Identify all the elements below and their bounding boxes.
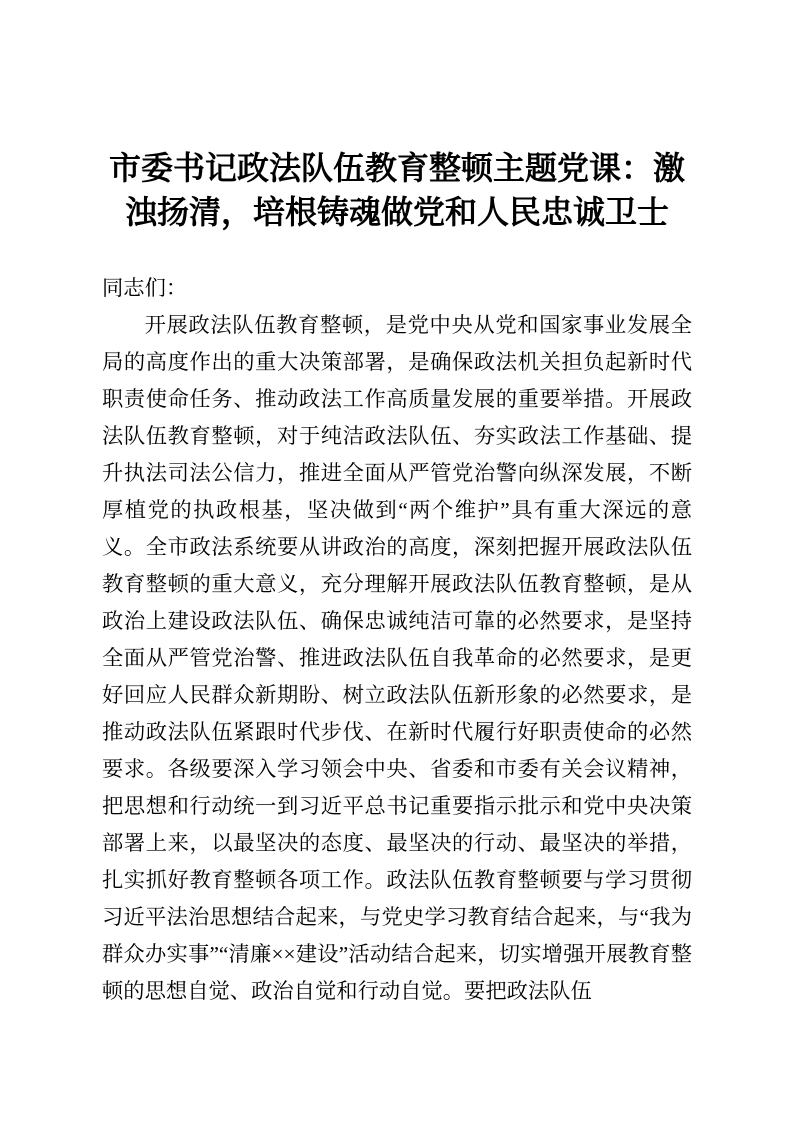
document-title: 市委书记政法队伍教育整顿主题党课：激浊扬清，培根铸魂做党和人民忠诚卫士 [108, 150, 685, 230]
body-paragraph: 开展政法队伍教育整顿，是党中央从党和国家事业发展全局的高度作出的重大决策部署，是确保政法机关担负起新时代职责使命任务、推动政法工作高质量发展的重要举措。开展政法队伍教育整顿，对于纯洁政法队伍、夯实政法工作基础、提升执法司法公信力，推进全面从严管党治警向纵深发展，不断厚植党的执政根基，坚决做到“两个维护”具有重大深远的意义。全市政法系统要从讲政治的高度，深刻把握开展政法队伍教育整顿的重大意义，充分理解开展政法队伍教育整顿，是从政治上建设政法队伍、确保忠诚纯洁可靠的必然要求，是坚持全面从严管党治警、推进政法队伍自我革命的必然要求，是更好回应人民群众新期盼、树立政法队伍新形象的必然要求，是推动政法队伍紧跟时代步伐、在新时代履行好职责使命的必然要求。各级要深入学习领会中央、省委和市委有关会议精神，把思想和行动统一到习近平总书记重要指示批示和党中央决策部署上来，以最坚决的态度、最坚决的行动、最坚决的举措，扎实抓好教育整顿各项工作。政法队伍教育整顿要与学习贯彻习近平法治思想结合起来，与党史学习教育结合起来，与“我为群众办实事”“清廉××建设”活动结合起来，切实增强开展教育整顿的思想自觉、政治自觉和行动自觉。要把政法队伍 [102, 313, 692, 1003]
salutation: 同志们： [102, 276, 188, 300]
document-body [102, 270, 692, 1010]
